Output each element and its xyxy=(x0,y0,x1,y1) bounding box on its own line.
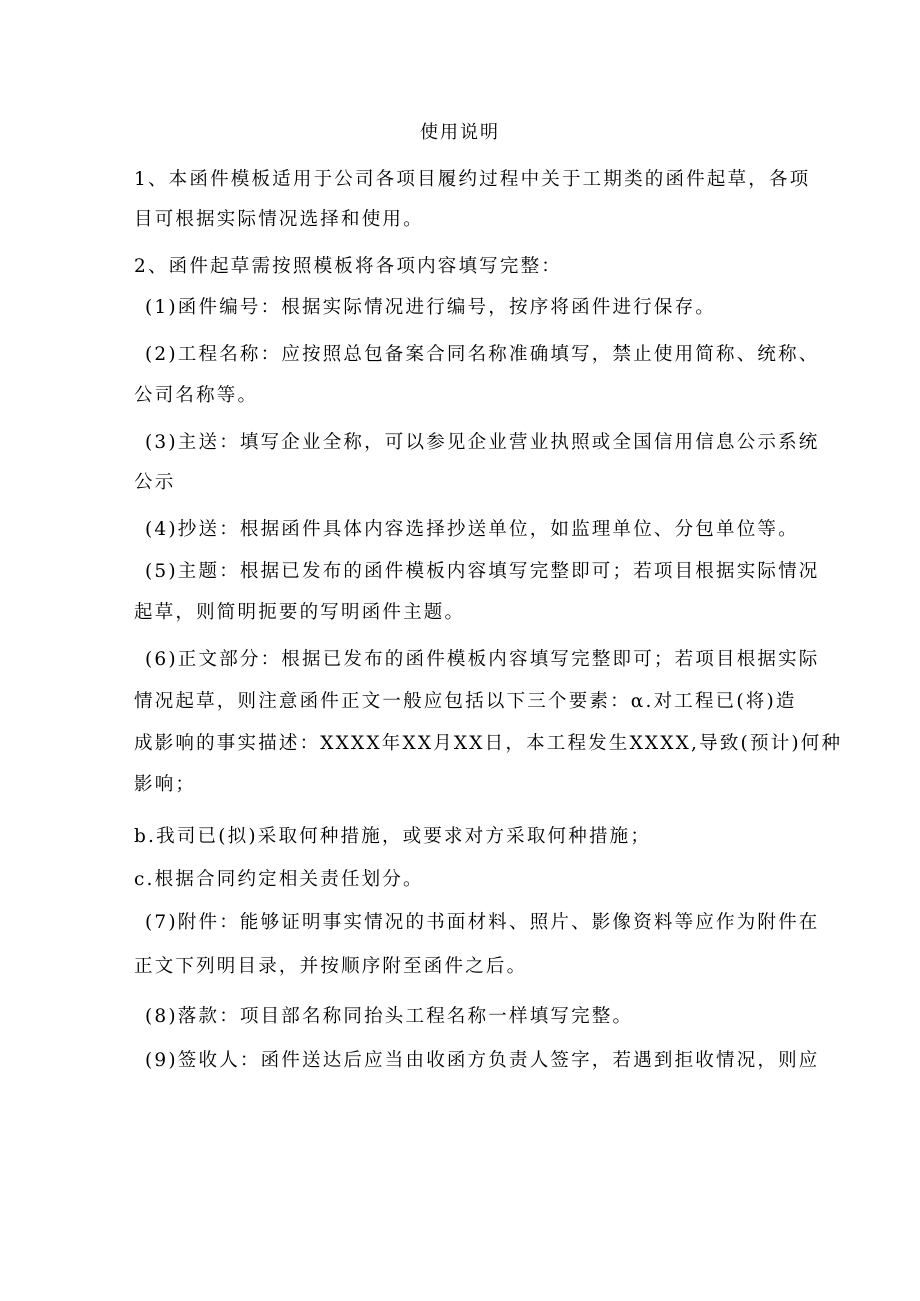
paragraph-line: 公司名称等。 xyxy=(134,385,259,406)
paragraph-line: 影响； xyxy=(134,774,197,795)
paragraph-line: b.我司已(拟)采取何种措施，或要求对方采取何种措施； xyxy=(134,826,652,847)
paragraph-line: 1、本函件模板适用于公司各项目履约过程中关于工期类的函件起草，各项 xyxy=(134,169,811,190)
paragraph-line: (5)主题：根据已发布的函件模板内容填写完整即可；若项目根据实际情况 xyxy=(145,561,820,582)
paragraph-line: (3)主送：填写企业全称，可以参见企业营业执照或全国信用信息公示系统 xyxy=(145,432,820,453)
paragraph-line: (4)抄送：根据函件具体内容选择抄送单位，如监理单位、分包单位等。 xyxy=(145,519,799,540)
page-title: 使用说明 xyxy=(420,122,500,143)
paragraph-line: (6)正文部分：根据已发布的函件模板内容填写完整即可；若项目根据实际 xyxy=(145,649,820,670)
paragraph-line: (7)附件：能够证明事实情况的书面材料、照片、影像资料等应作为附件在 xyxy=(145,912,820,933)
paragraph-line: (8)落款：项目部名称同抬头工程名称一样填写完整。 xyxy=(145,1006,634,1027)
paragraph-line: 正文下列明目录，并按顺序附至函件之后。 xyxy=(134,956,528,977)
paragraph-line: 2、函件起草需按照模板将各项内容填写完整： xyxy=(134,256,562,277)
paragraph-line: 目可根据实际情况选择和使用。 xyxy=(134,209,424,230)
paragraph-line: (9)签收人：函件送达后应当由收函方负责人签字，若遇到拒收情况，则应 xyxy=(145,1050,820,1071)
paragraph-line: 成影响的事实描述：XXXX年XX月XX日，本工程发生XXXX,导致(预计)何种 xyxy=(134,733,843,754)
paragraph-line: c.根据合同约定相关责任划分。 xyxy=(134,869,424,890)
paragraph-line: 起草，则简明扼要的写明函件主题。 xyxy=(134,602,466,623)
paragraph-line: 情况起草，则注意函件正文一般应包括以下三个要素：α.对工程已(将)造 xyxy=(134,691,797,712)
paragraph-line: (1)函件编号：根据实际情况进行编号，按序将函件进行保存。 xyxy=(145,297,717,318)
paragraph-line: 公示 xyxy=(134,472,176,493)
paragraph-line: (2)工程名称：应按照总包备案合同名称准确填写，禁止使用简称、统称、 xyxy=(145,344,820,365)
